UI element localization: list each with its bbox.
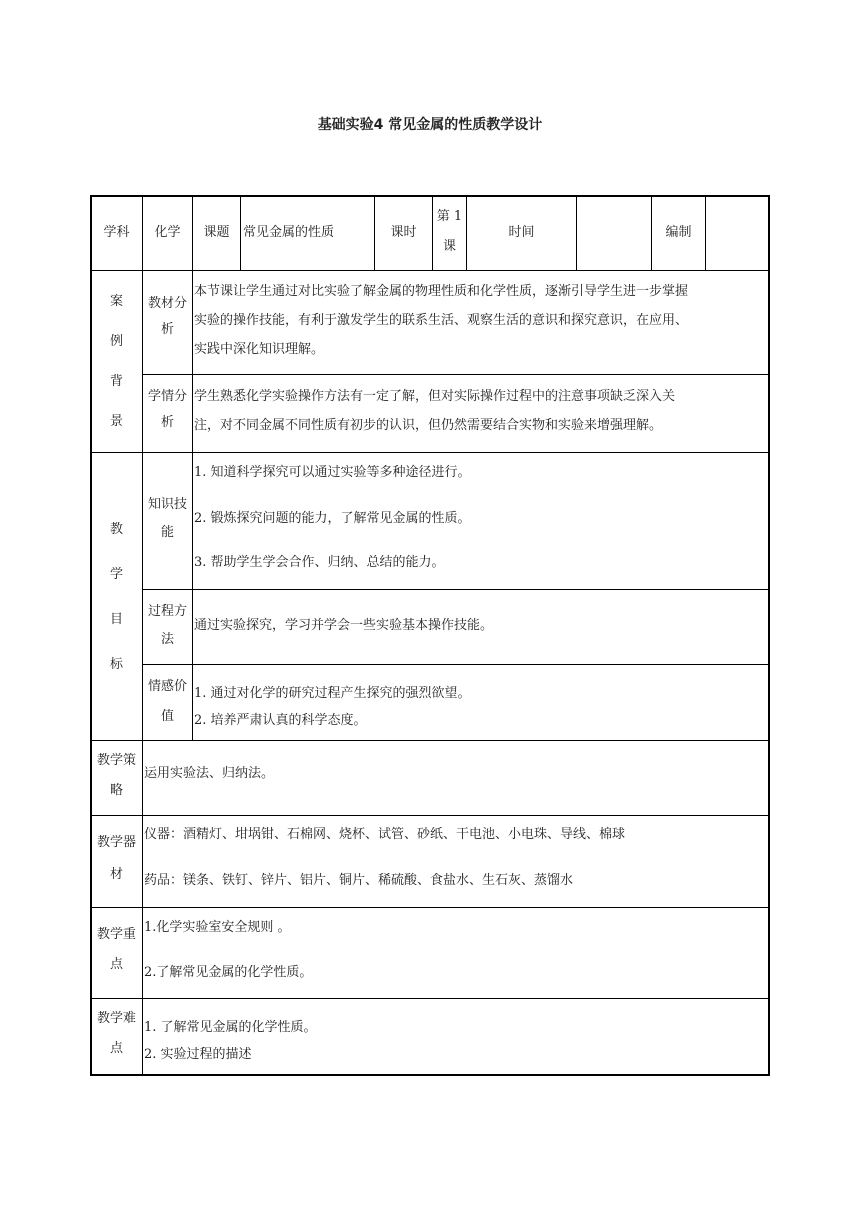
material-analysis-label xyxy=(143,291,192,343)
label-line: 过程方 xyxy=(147,604,187,619)
col-divider xyxy=(142,740,143,1075)
section-char: 背 xyxy=(109,373,123,389)
difficult-points-label xyxy=(91,1004,142,1064)
row-divider xyxy=(90,998,770,999)
row-divider xyxy=(90,907,770,908)
text-line: 实践中深化知识理解。 xyxy=(194,342,325,357)
time-value xyxy=(577,196,651,270)
label-line: 教学器 xyxy=(96,835,136,850)
knowledge-item: 3. 帮助学生学会合作、归纳、总结的能力。 xyxy=(194,555,445,570)
period-unit: 课 xyxy=(442,239,456,254)
period-value xyxy=(433,202,466,262)
strategy-label xyxy=(91,746,142,806)
period-number: 第 1 xyxy=(436,209,463,224)
row-divider xyxy=(90,815,770,816)
label-line: 能 xyxy=(160,525,174,540)
table-border-bottom xyxy=(90,1074,770,1076)
emotion-values-label xyxy=(143,672,192,732)
text-line: 注，对不同金属不同性质有初步的认识，但仍然需要结合实物和实验来增强理解。 xyxy=(194,418,663,433)
label-line: 知识技 xyxy=(147,497,187,512)
knowledge-item: 1. 知道科学探究可以通过实验等多种途径进行。 xyxy=(194,465,471,480)
emotion-item: 1. 通过对化学的研究过程产生探究的强烈欲望。 xyxy=(194,686,471,701)
col-divider xyxy=(192,270,193,740)
section-char: 案 xyxy=(109,293,123,309)
label-line: 学情分 xyxy=(147,389,187,404)
section-char: 标 xyxy=(109,656,123,672)
label-line: 教学重 xyxy=(96,927,136,942)
text-line: 本节课让学生通过对比实验了解金属的物理性质和化学性质，逐渐引导学生进一步掌握 xyxy=(194,284,689,299)
instruments-text: 仪器：酒精灯、坩埚钳、石棉网、烧杯、试管、砂纸、干电池、小电珠、导线、棉球 xyxy=(144,827,626,842)
goals-section-label xyxy=(91,453,142,740)
topic-label: 课题 xyxy=(203,225,230,240)
subject-value: 化学 xyxy=(154,225,181,240)
background-section-label xyxy=(91,271,142,452)
text-line: 实验的操作技能，有利于激发学生的联系生活、观察生活的意识和探究意识，在应用、 xyxy=(194,313,689,328)
period-label: 课时 xyxy=(390,225,417,240)
process-method-label xyxy=(143,598,192,654)
time-label: 时间 xyxy=(508,225,535,240)
emotion-item: 2. 培养严肃认真的科学态度。 xyxy=(194,713,367,728)
row-divider xyxy=(142,664,770,665)
section-char: 教 xyxy=(109,521,123,537)
label-line: 材 xyxy=(109,867,123,882)
section-char: 景 xyxy=(109,413,123,429)
label-line: 略 xyxy=(109,783,123,798)
knowledge-skills-label xyxy=(143,491,192,547)
section-char: 目 xyxy=(109,611,123,627)
material-analysis-text xyxy=(194,277,770,364)
editor-label: 编制 xyxy=(665,225,692,240)
text-line: 学生熟悉化学实验操作方法有一定了解，但对实际操作过程中的注意事项缺乏深入关 xyxy=(194,389,676,404)
strategy-text: 运用实验法、归纳法。 xyxy=(144,766,275,781)
student-analysis-text xyxy=(194,382,770,440)
process-method-text: 通过实验探究，学习并学会一些实验基本操作技能。 xyxy=(194,618,494,633)
difficult-point-item: 2. 实验过程的描述 xyxy=(144,1047,252,1062)
subject-label: 学科 xyxy=(103,225,130,240)
label-line: 情感价 xyxy=(147,679,187,694)
label-line: 点 xyxy=(109,1041,123,1056)
row-divider xyxy=(90,740,770,741)
label-line: 析 xyxy=(160,415,174,430)
label-line: 法 xyxy=(160,632,174,647)
reagents-text: 药品：镁条、铁钉、锌片、铝片、铜片、稀硫酸、食盐水、生石灰、蒸馏水 xyxy=(144,873,574,888)
key-points-label xyxy=(91,920,142,980)
label-line: 点 xyxy=(109,957,123,972)
student-analysis-label xyxy=(143,384,192,436)
topic-value: 常见金属的性质 xyxy=(243,225,335,240)
document-title: 基础实验4 常见金属的性质教学设计 xyxy=(317,117,543,133)
section-char: 学 xyxy=(109,566,123,582)
row-divider xyxy=(142,589,770,590)
difficult-point-item: 1. 了解常见金属的化学性质。 xyxy=(144,1020,317,1035)
label-line: 值 xyxy=(160,709,174,724)
label-line: 析 xyxy=(160,322,174,337)
key-point-item: 2.了解常见金属的化学性质。 xyxy=(144,965,313,980)
section-char: 例 xyxy=(109,333,123,349)
equipment-label xyxy=(91,827,142,891)
label-line: 教学策 xyxy=(96,753,136,768)
row-divider xyxy=(142,374,770,375)
label-line: 教学难 xyxy=(96,1011,136,1026)
editor-value xyxy=(706,196,768,270)
knowledge-item: 2. 锻炼探究问题的能力，了解常见金属的性质。 xyxy=(194,511,471,526)
key-point-item: 1.化学实验室安全规则 。 xyxy=(144,920,291,935)
label-line: 教材分 xyxy=(147,296,187,311)
